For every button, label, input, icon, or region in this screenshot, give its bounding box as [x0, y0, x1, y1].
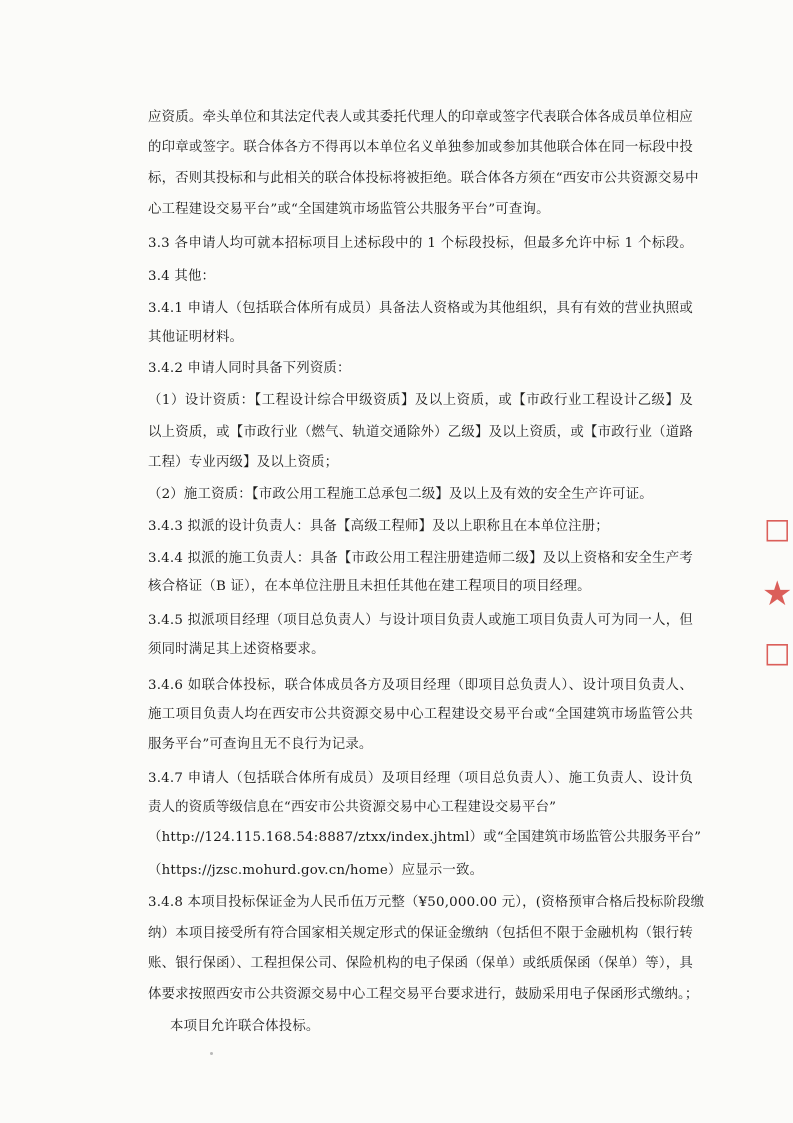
text-line: 须同时满足其上述资格要求。: [148, 642, 325, 657]
text-line: 3.4.2 申请人同时具备下列资质：: [148, 361, 351, 376]
text-line: 3.4.3 拟派的设计负责人：具备【高级工程师】及以上职称且在本单位注册；: [148, 519, 609, 534]
text-line: 责人的资质等级信息在“西安市公共资源交易中心工程建设交易平台”: [148, 800, 557, 815]
text-line: （http://124.115.168.54:8887/ztxx/index.jhtml）或“全国建筑市场监管公共服务平台”: [148, 830, 702, 845]
text-line: 服务平台”可查询且无不良行为记录。: [148, 737, 373, 752]
text-line: 体要求按照西安市公共资源交易中心工程交易平台要求进行，鼓励采用电子保函形式缴纳。；: [148, 987, 699, 1002]
text-line: 3.4.6 如联合体投标，联合体成员各方及项目经理（即项目总负责人）、设计项目负责人、: [148, 678, 693, 693]
text-line: 3.4.1 申请人（包括联合体所有成员）具备法人资格或为其他组织，具有有效的营业执照或: [148, 301, 693, 316]
scan-speck: [210, 1052, 213, 1055]
text-line: （2）施工资质：【市政公用工程施工总承包二级】及以上及有效的安全生产许可证。: [148, 487, 653, 502]
text-line: 3.4.4 拟派的施工负责人：具备【市政公用工程注册建造师二级】及以上资格和安全生产考: [148, 551, 693, 566]
text-line: 工程）专业丙级】及以上资质；: [148, 455, 339, 470]
text-line: 3.4.8 本项目投标保证金为人民币伍万元整（¥50,000.00 元），(资格预审合格后投标阶段缴: [148, 895, 705, 910]
text-line: 以上资质，或【市政行业（燃气、轨道交通除外）乙级】及以上资质，或【市政行业（道路: [148, 425, 693, 440]
text-line: 其他证明材料。: [148, 330, 244, 345]
text-line: （https://jzsc.mohurd.gov.cn/home）应显示一致。: [148, 863, 484, 878]
text-line: 施工项目负责人均在西安市公共资源交易中心工程建设交易平台或“全国建筑市场监管公共: [148, 707, 693, 722]
seal-mark: □: [764, 512, 791, 545]
star-icon: ★: [762, 574, 793, 614]
text-line: 应资质。牵头单位和其法定代表人或其委托代理人的印章或签字代表联合体各成员单位相应: [148, 110, 693, 125]
seal-mark: □: [764, 636, 791, 669]
text-line: 本项目允许联合体投标。: [170, 1019, 320, 1034]
text-line: 的印章或签字。联合体各方不得再以本单位名义单独参加或参加其他联合体在同一标段中投: [148, 140, 693, 155]
text-line: 标，否则其投标和与此相关的联合体投标将被拒绝。联合体各方须在“西安市公共资源交易中: [148, 171, 699, 186]
text-line: 3.3 各申请人均可就本招标项目上述标段中的 1 个标段投标，但最多允许中标 1 个标段。: [148, 236, 693, 251]
text-line: 纳）本项目接受所有符合国家相关规定形式的保证金缴纳（包括但不限于金融机构（银行转: [148, 926, 693, 941]
text-line: 3.4.7 申请人（包括联合体所有成员）及项目经理（项目总负责人）、施工负责人、设计负: [148, 771, 693, 786]
text-line: 账、银行保函）、工程担保公司、保险机构的电子保函（保单）或纸质保函（保单）等），具: [148, 956, 693, 971]
text-line: 心工程建设交易平台”或“全国建筑市场监管公共服务平台”可查询。: [148, 202, 550, 217]
text-line: 核合格证（B 证），在本单位注册且未担任其他在建工程项目的项目经理。: [148, 579, 591, 594]
text-line: （1）设计资质：【工程设计综合甲级资质】及以上资质，或【市政行业工程设计乙级】及: [148, 393, 693, 408]
text-line: 3.4.5 拟派项目经理（项目总负责人）与设计项目负责人或施工项目负责人可为同一人，但: [148, 613, 693, 628]
text-line: 3.4 其他：: [148, 269, 216, 284]
red-seal-fragment: [758, 512, 793, 684]
